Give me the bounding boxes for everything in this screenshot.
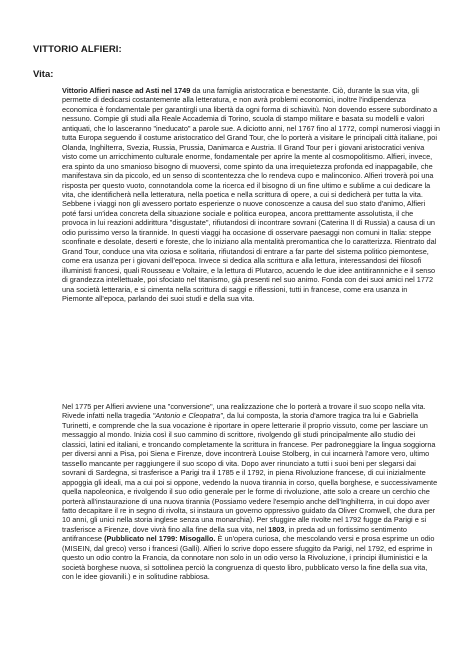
paragraph1-text-run: Vittorio Alfieri nasce ad Asti nel 1749	[62, 86, 191, 95]
biography-paragraph-2	[62, 402, 440, 582]
paragraph2-text-run: "Antonio e Cleopatra"	[152, 411, 223, 421]
document-title: VITTORIO ALFIERI:	[33, 44, 122, 55]
section-heading-vita: Vita:	[33, 69, 54, 80]
paragraph2-text-run: , in preda ad un fortissimo sentimento antifrancese	[62, 524, 407, 544]
paragraph2-text-run: (Pubblicato nel 1799: Misogallo.	[104, 534, 216, 544]
paragraph2-text-run: Nel 1775 per Alfieri avviene una "conversione", una realizzazione che lo porterà a trovare il suo scopo nella vita. Rivede infatti nella tragedia	[62, 402, 426, 421]
paragraph2-text-run: 1803	[268, 524, 285, 534]
paragraph1-text-run: da una famiglia aristocratica e benestante. Ciò, durante la sua vita, gli permette di dedicarsi costantemente alla letteratura, e non avrà problemi economici, inoltre l'indipendenza economica è fondamentale per garantirgli una libertà da ogni forma di schiavitù. Non dovendo essere subordinato a nessuno. Compie gli studi alla Reale Accademia di Torino, scuola di stampo militare e basata su modelli e valori antiquati, che lo lasceranno "ineducato" a parole sue. A diciotto anni, nel 1767 fino al 1772, compì numerosi viaggi in tutta Europa seguendo il costume aristocratico del Grand Tour, che lo porterà a visitare le principali città italiane, poi Olanda, Inghilterra, Svezia, Russia, Prussia, Danimarca e Austria. Il Grand Tour per i giovani aristocratici veniva visto come un arricchimento culturale enorme, fondamentale per aprire la mente al cosmopolitismo. Alfieri, invece, era spinto da uno smanioso bisogno di muoversi, come spinto da una irrequietezza profonda ed inappagabile, che manifestava sin da piccolo, ed un senso di scontentezza che lo rendeva cupo e malinconico. Alfieri troverà poi una risposta per questo vuoto, connotandola come la ricerca ed il bisogno di un fine ultimo e sublime a cui dedicare la vita, che identificherà nella letteratura, nella poetica e nella scrittura di opere, a cui si dedicherà per tutta la vita. Sebbene i viaggi non gli avessero portato esperienze o nuove conoscenze a causa del suo stato d'animo, Alfieri poté farsi un'idea concreta della situazione sociale e politica europea, ancora pretttamente assolutista, il che provoca in lui reazioni addirittura "disgustate", rifiutandosi di incontrare sovrani (Caterina II di Russia) a causa di un odio purissimo verso la tirannide. In questi viaggi ha occasione di osservare paesaggi non comuni in Italia: steppe sconfinate e desolate, deserti e foreste, che lo iniziano alla mentalità preromantica che lo caratterizza. Rientrato dal Grand Tour, conduce una vita oziosa e solitaria, rifiutandosi di entrare a far parte del sistema politico piemontese, come era usanza per i giovani dell'epoca. Invece si dedica alla scrittura e alla lettura, interessandosi dei filosofi illuministi francesi, quali Rousseau e Voltaire, e la lettura di Plutarco, acuendo le due idee antitirannniche e il senso di grandezza intellettuale, poi sfociato nel titanismo, già presenti nel suo animo. Fonda con dei suoi amici nel 1772 una società letteraria, e si cimenta nella scrittura di saggi e riflessioni, tutti in francese, come era usanza in Piemonte all'epoca, parlando dei suoi studi e della sua vita.	[62, 86, 440, 303]
biography-paragraph-1	[62, 86, 440, 303]
paragraph2-text-run: È un'opera curiosa, che mescolando versi e prosa esprime un odio (MISEIN, dal greco) verso i francesi (Galli). Alfieri lo scrive dopo essere sfuggito da Parigi, nel 1792, ed esprime in questo un odio contro la Francia, da connotare non solo in un odio verso la Rivoluzione, i principi illuministici e la società borghese nuova, sì sottolinea perciò la congruenza di questo libro, pubblicato verso la fine della sua vita, con le idee giovanili.) e in solitudine rabbiosa.	[62, 534, 435, 582]
paragraph2-text-run: , da lui composta, la storia d'amore tragica tra lui e Gabriella Turinetti, e comprende che la sua vocazione è riportare in opere letterarie il proprio vissuto, come per lasciare un messaggio al mondo. Inizia così il suo cammino di scrittore, rivolgendo gli studi principalmente allo studio dei classici, latini ed italiani, e troncando completamente la scrittura in francese. Per padroneggiare la lingua soggiorna per diversi anni a Pisa, poi Siena e Firenze, dove incontrerà Louise Stolberg, in cui incarnerà l'amore vero, ultimo tassello mancante per raggiungere il suo scopo di vita. Dopo aver rinunciato a tutti i suoi beni per slegarsi dai sovrani di Sardegna, si trasferisce a Parigi tra il 1785 e il 1792, in piena Rivoluzione francese, di cui inizialmente appoggia gli ideali, ma a cui poi si oppone, vedendo la nuova tirannia in corso, quella borghese, e successivamente quella napoleonica, e rivolgendo il suo odio generale per le forme di rivoluzione, atte solo a creare un cerchio che porterà all'instaurazione di una nuova tirannia (Possiamo vedere l'esempio anche dell'Inghilterra, in cui dopo aver fatto decapitare il re in segno di rivolta, si instaura un governo oppressivo guidato da Oliver Cromwell, che dura per 10 anni, gli unici nella storia inglese senza una monarchia). Per sfuggire alle rivolte nel 1792 fugge da Parigi e si trasferisce a Firenze, dove vivrà fino alla fine della sua vita, nel	[62, 411, 438, 534]
